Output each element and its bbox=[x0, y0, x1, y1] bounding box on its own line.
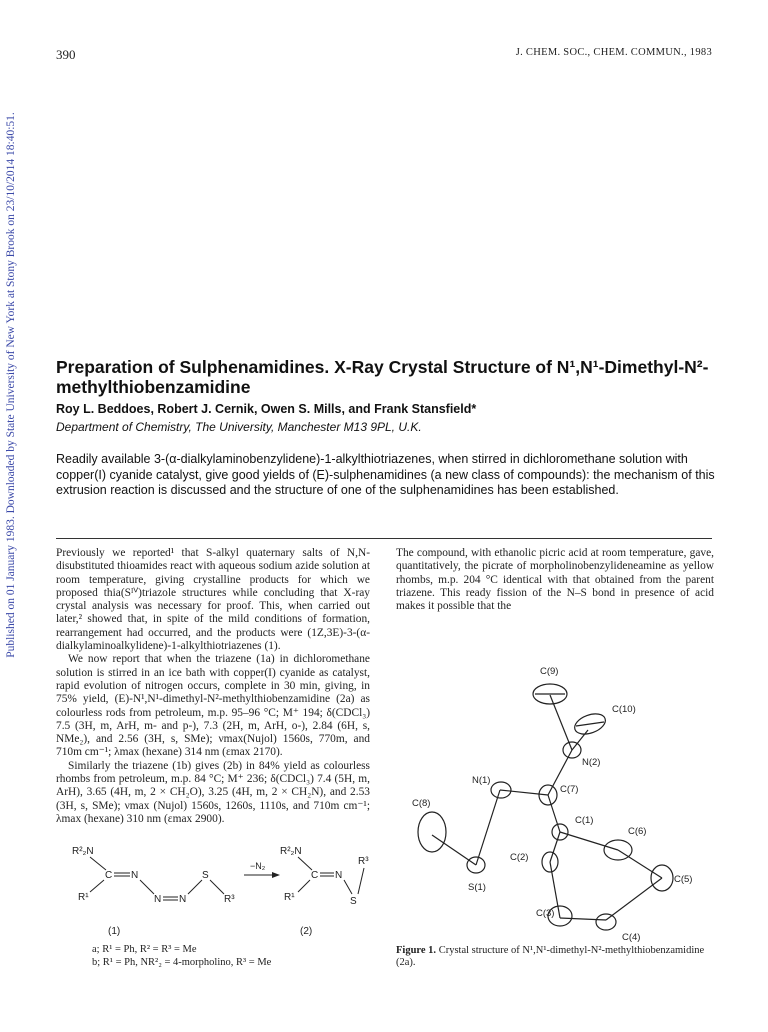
scheme-legend-b: b; R¹ = Ph, NR²₂ = 4-morpholino, R³ = Me bbox=[92, 957, 272, 968]
atom-label-n1: N(1) bbox=[472, 775, 491, 786]
crystal-structure-figure bbox=[400, 660, 720, 945]
scheme-atom-r1: R¹ bbox=[284, 892, 295, 903]
scheme-atom-c: C bbox=[105, 870, 113, 881]
abstract-divider bbox=[56, 538, 712, 539]
scheme-atom-n: N bbox=[154, 894, 162, 905]
scheme-atom-r2n: R²₂N bbox=[72, 846, 94, 857]
scheme-atom-s: S bbox=[202, 870, 209, 881]
paragraph-1: Previously we reported¹ that S-alkyl quaternary salts of N,N-disubstituted thioamides react with aqueous sodium azide solution at room temperature, giving crystalline products for which we proposed thia(Sᴵⱽ)triazole structures while concluding that X-ray crystal analysis was necessary for proof. This, when carried out later,² showed that, in spite of the mild conditions of formation, rearrangement had occurred, and the products were (1Z,3E)-3-(α-dialkylaminoalkylidene)-1-alkylthiotriazenes (1). bbox=[56, 547, 370, 653]
atom-label-n2: N(2) bbox=[582, 757, 601, 768]
compound-2-label: (2) bbox=[300, 926, 313, 937]
atom-label-c2: C(2) bbox=[510, 852, 529, 863]
figure-caption-text: Crystal structure of N¹,N¹-dimethyl-N²-methylthiobenzamidine (2a). bbox=[396, 945, 705, 968]
scheme-atom-s: S bbox=[350, 896, 357, 907]
figure-caption-label: Figure 1. bbox=[396, 945, 437, 956]
affiliation: Department of Chemistry, The University, Manchester M13 9PL, U.K. bbox=[56, 420, 422, 434]
atom-label-c3: C(3) bbox=[536, 908, 555, 919]
scheme-atom-r2n: R²₂N bbox=[280, 846, 302, 857]
page-number: 390 bbox=[56, 47, 76, 62]
scheme-atom-n: N bbox=[179, 894, 187, 905]
scheme-atom-r1: R¹ bbox=[78, 892, 89, 903]
scheme-atom-n: N bbox=[335, 870, 343, 881]
atom-label-c1: C(1) bbox=[575, 815, 594, 826]
atom-label-c8: C(8) bbox=[412, 798, 431, 809]
publication-sidebar-note: Published on 01 January 1983. Downloaded by State University of New York at Stony Brook on 23/10/2014 18:40:51. bbox=[5, 112, 17, 658]
compound-1-label: (1) bbox=[108, 926, 121, 937]
paragraph-right-1: The compound, with ethanolic picric acid at room temperature, gave, quantitatively, the picrate of morpholinobenzylideneamine as yellow rhombs, m.p. 204 °C identical with that obtained from the parent triazene. This ready fission of the N–S bond in presence of acid makes it possible that the bbox=[396, 547, 714, 613]
scheme-atom-c: C bbox=[311, 870, 319, 881]
scheme-atom-r3: R³ bbox=[358, 856, 369, 867]
atom-label-c7: C(7) bbox=[560, 784, 579, 795]
atom-label-c5: C(5) bbox=[674, 874, 693, 885]
scheme-atom-n: N bbox=[131, 870, 139, 881]
body-right-column bbox=[396, 547, 714, 613]
atom-label-c9: C(9) bbox=[540, 666, 559, 677]
atom-label-c6: C(6) bbox=[628, 826, 647, 837]
paragraph-2: We now report that when the triazene (1a) in dichloromethane solution is stirred in an ice bath with copper(I) cyanide as catalyst, rapid evolution of nitrogen occurs, complete in 30 min, giving, in 75% yield, (E)-N¹,N¹-dimethyl-N²-methylthiobenzamidine (2a) as colourless rods from petroleum, m.p. 95–96 °C; M⁺ 194; δ(CDCl₃) 7.5 (3H, m, ArH, m- and p-), 7.3 (2H, m, ArH, o-), 2.84 (6H, s, NMe₂), and 2.56 (3H, s, SMe); νmax(Nujol) 1560s, 770m, and 710m cm⁻¹; λmax (hexane) 314 nm (εmax 2170). bbox=[56, 653, 370, 759]
figure-caption bbox=[396, 945, 716, 969]
body-left-column bbox=[56, 547, 370, 826]
scheme-legend-a: a; R¹ = Ph, R² = R³ = Me bbox=[92, 944, 197, 955]
paragraph-3: Similarly the triazene (1b) gives (2b) in 84% yield as colourless rhombs from petroleum, m.p. 84 °C; M⁺ 236; δ(CDCl₃) 7.4 (5H, m, ArH), 3.65 (4H, m, 2 × CH₂O), 3.25 (4H, m, 2 × CH₂N), and 2.53 (3H, s, SMe); νmax (Nujol) 1560s, 1260s, 1110s, and 710m cm⁻¹; λmax (hexane) 310 nm (εmax 2900). bbox=[56, 759, 370, 825]
scheme-atom-r3: R³ bbox=[224, 894, 235, 905]
article-title: Preparation of Sulphenamidines. X-Ray Crystal Structure of N¹,N¹-Dimethyl-N²-methylthiobenzamidine bbox=[56, 357, 709, 397]
abstract: Readily available 3-(α-dialkylaminobenzylidene)-1-alkylthiotriazenes, when stirred in dichloromethane solution with copper(I) cyanide catalyst, give good yields of (E)-sulphenamidines (a new class of compounds): the mechanism of this extrusion reaction is discussed and the structure of one of the sulphenamidines has been established. bbox=[56, 452, 715, 497]
atom-label-c10: C(10) bbox=[612, 704, 636, 715]
journal-header: J. CHEM. SOC., CHEM. COMMUN., 1983 bbox=[515, 47, 712, 58]
atom-label-s1: S(1) bbox=[468, 882, 486, 893]
atom-label-c4: C(4) bbox=[622, 932, 641, 943]
author-list: Roy L. Beddoes, Robert J. Cernik, Owen S. Mills, and Frank Stansfield* bbox=[56, 402, 477, 416]
reaction-scheme bbox=[60, 842, 380, 952]
arrow-label: −N₂ bbox=[250, 861, 266, 871]
